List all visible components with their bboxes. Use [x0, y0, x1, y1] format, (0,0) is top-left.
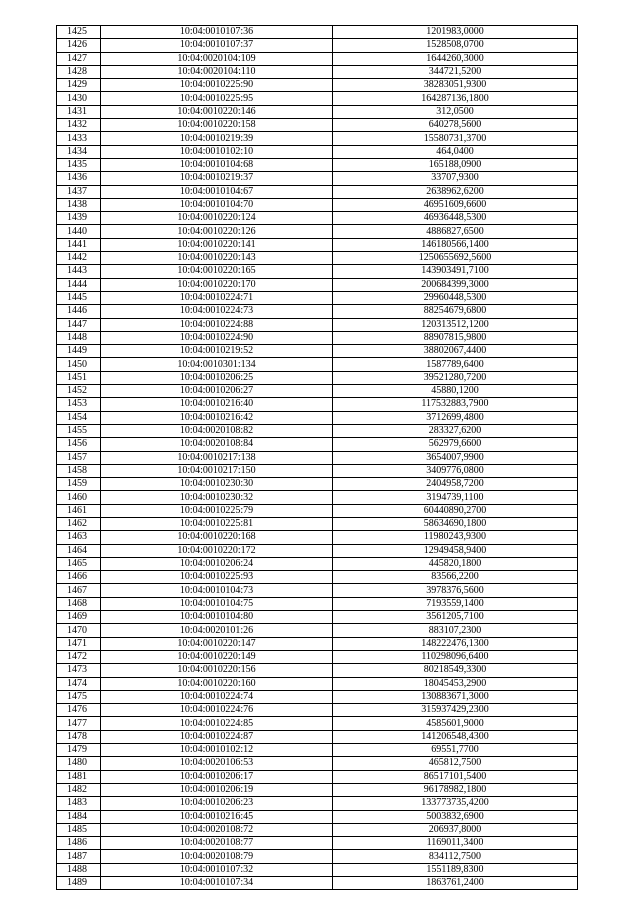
cadastral-number-cell: 10:04:0020101:26 — [101, 624, 333, 637]
row-number-cell: 1444 — [57, 278, 101, 291]
cadastral-number-cell: 10:04:0010220:124 — [101, 212, 333, 225]
row-number-cell: 1445 — [57, 291, 101, 304]
row-number-cell: 1468 — [57, 597, 101, 610]
table-row — [57, 411, 578, 424]
table-row — [57, 571, 578, 584]
table-row — [57, 823, 578, 836]
row-number-cell: 1433 — [57, 132, 101, 145]
table-row — [57, 291, 578, 304]
table-row — [57, 278, 578, 291]
table-row — [57, 504, 578, 517]
row-number-cell: 1449 — [57, 345, 101, 358]
table-row — [57, 252, 578, 265]
cadastral-number-cell: 10:04:0010102:10 — [101, 145, 333, 158]
row-number-cell: 1466 — [57, 571, 101, 584]
row-number-cell: 1456 — [57, 438, 101, 451]
table-row — [57, 385, 578, 398]
table-row — [57, 185, 578, 198]
table-row — [57, 677, 578, 690]
table-row — [57, 704, 578, 717]
table-row — [57, 39, 578, 52]
row-number-cell: 1477 — [57, 717, 101, 730]
cadastral-value-cell: 39521280,7200 — [333, 371, 578, 384]
row-number-cell: 1443 — [57, 265, 101, 278]
cadastral-value-cell: 58634690,1800 — [333, 517, 578, 530]
row-number-cell: 1446 — [57, 305, 101, 318]
cadastral-number-cell: 10:04:0010230:32 — [101, 491, 333, 504]
row-number-cell: 1438 — [57, 198, 101, 211]
cadastral-value-cell: 1587789,6400 — [333, 358, 578, 371]
table-row — [57, 757, 578, 770]
table-row — [57, 597, 578, 610]
cadastral-value-cell: 11980243,9300 — [333, 531, 578, 544]
table-row — [57, 424, 578, 437]
cadastral-value-cell: 3409776,0800 — [333, 464, 578, 477]
cadastral-number-cell: 10:04:0010206:17 — [101, 770, 333, 783]
table-row — [57, 225, 578, 238]
cadastral-number-cell: 10:04:0010224:73 — [101, 305, 333, 318]
cadastral-value-cell: 141206548,4300 — [333, 730, 578, 743]
cadastral-value-cell: 344721,5200 — [333, 65, 578, 78]
cadastral-number-cell: 10:04:0010220:146 — [101, 105, 333, 118]
cadastral-number-cell: 10:04:0010224:88 — [101, 318, 333, 331]
cadastral-number-cell: 10:04:0010224:74 — [101, 690, 333, 703]
table-row — [57, 797, 578, 810]
cadastral-value-cell: 69551,7700 — [333, 744, 578, 757]
cadastral-number-cell: 10:04:0010104:68 — [101, 158, 333, 171]
table-row — [57, 850, 578, 863]
table-row — [57, 318, 578, 331]
cadastral-number-cell: 10:04:0010220:156 — [101, 664, 333, 677]
table-row — [57, 198, 578, 211]
cadastral-value-cell: 640278,5600 — [333, 119, 578, 132]
table-row — [57, 451, 578, 464]
row-number-cell: 1437 — [57, 185, 101, 198]
cadastral-number-cell: 10:04:0020108:79 — [101, 850, 333, 863]
table-row — [57, 810, 578, 823]
cadastral-value-cell: 130883671,3000 — [333, 690, 578, 703]
cadastral-value-cell: 1528508,0700 — [333, 39, 578, 52]
row-number-cell: 1427 — [57, 52, 101, 65]
row-number-cell: 1478 — [57, 730, 101, 743]
cadastral-number-cell: 10:04:0010301:134 — [101, 358, 333, 371]
table-row — [57, 52, 578, 65]
cadastral-number-cell: 10:04:0010206:24 — [101, 557, 333, 570]
row-number-cell: 1426 — [57, 39, 101, 52]
table-row — [57, 863, 578, 876]
table-row — [57, 650, 578, 663]
row-number-cell: 1450 — [57, 358, 101, 371]
cadastral-value-cell: 206937,8000 — [333, 823, 578, 836]
row-number-cell: 1428 — [57, 65, 101, 78]
cadastral-value-cell: 86517101,5400 — [333, 770, 578, 783]
table-row — [57, 212, 578, 225]
row-number-cell: 1471 — [57, 637, 101, 650]
table-row — [57, 65, 578, 78]
table-row — [57, 79, 578, 92]
row-number-cell: 1425 — [57, 26, 101, 39]
row-number-cell: 1461 — [57, 504, 101, 517]
cadastral-value-cell: 120313512,1200 — [333, 318, 578, 331]
table-row — [57, 345, 578, 358]
row-number-cell: 1453 — [57, 398, 101, 411]
cadastral-number-cell: 10:04:0010206:25 — [101, 371, 333, 384]
document-page — [56, 25, 578, 890]
row-number-cell: 1486 — [57, 837, 101, 850]
table-row — [57, 637, 578, 650]
cadastral-number-cell: 10:04:0010220:165 — [101, 265, 333, 278]
cadastral-number-cell: 10:04:0010220:126 — [101, 225, 333, 238]
cadastral-number-cell: 10:04:0010216:42 — [101, 411, 333, 424]
cadastral-value-cell: 146180566,1400 — [333, 238, 578, 251]
cadastral-number-cell: 10:04:0010104:73 — [101, 584, 333, 597]
cadastral-value-cell: 3194739,1100 — [333, 491, 578, 504]
cadastral-value-cell: 1169011,3400 — [333, 837, 578, 850]
cadastral-number-cell: 10:04:0010219:37 — [101, 172, 333, 185]
cadastral-value-cell: 1250655692,5600 — [333, 252, 578, 265]
cadastral-number-cell: 10:04:0010230:30 — [101, 478, 333, 491]
row-number-cell: 1475 — [57, 690, 101, 703]
cadastral-value-cell: 834112,7500 — [333, 850, 578, 863]
row-number-cell: 1488 — [57, 863, 101, 876]
row-number-cell: 1440 — [57, 225, 101, 238]
table-row — [57, 664, 578, 677]
cadastral-number-cell: 10:04:0010224:90 — [101, 331, 333, 344]
cadastral-number-cell: 10:04:0010217:138 — [101, 451, 333, 464]
cadastral-number-cell: 10:04:0010206:23 — [101, 797, 333, 810]
row-number-cell: 1487 — [57, 850, 101, 863]
row-number-cell: 1458 — [57, 464, 101, 477]
cadastral-value-cell: 133773735,4200 — [333, 797, 578, 810]
row-number-cell: 1476 — [57, 704, 101, 717]
cadastral-number-cell: 10:04:0010206:19 — [101, 783, 333, 796]
row-number-cell: 1434 — [57, 145, 101, 158]
cadastral-value-cell: 165188,0900 — [333, 158, 578, 171]
table-row — [57, 145, 578, 158]
table-row — [57, 877, 578, 890]
cadastral-value-cell: 83566,2200 — [333, 571, 578, 584]
cadastral-number-cell: 10:04:0010216:40 — [101, 398, 333, 411]
table-row — [57, 544, 578, 557]
cadastral-value-cell: 4886827,6500 — [333, 225, 578, 238]
table-row — [57, 464, 578, 477]
cadastral-number-cell: 10:04:0010220:172 — [101, 544, 333, 557]
cadastral-value-cell: 4585601,9000 — [333, 717, 578, 730]
table-row — [57, 398, 578, 411]
cadastral-number-cell: 10:04:0010219:39 — [101, 132, 333, 145]
cadastral-value-cell: 5003832,6900 — [333, 810, 578, 823]
row-number-cell: 1480 — [57, 757, 101, 770]
table-row — [57, 624, 578, 637]
row-number-cell: 1483 — [57, 797, 101, 810]
cadastral-number-cell: 10:04:0010220:141 — [101, 238, 333, 251]
cadastral-number-cell: 10:04:0020104:110 — [101, 65, 333, 78]
row-number-cell: 1452 — [57, 385, 101, 398]
table-row — [57, 119, 578, 132]
row-number-cell: 1460 — [57, 491, 101, 504]
row-number-cell: 1454 — [57, 411, 101, 424]
cadastral-number-cell: 10:04:0020108:72 — [101, 823, 333, 836]
cadastral-value-cell: 2638962,6200 — [333, 185, 578, 198]
table-row — [57, 92, 578, 105]
cadastral-value-cell: 2404958,7200 — [333, 478, 578, 491]
row-number-cell: 1465 — [57, 557, 101, 570]
cadastral-value-cell: 3978376,5600 — [333, 584, 578, 597]
table-row — [57, 584, 578, 597]
row-number-cell: 1429 — [57, 79, 101, 92]
cadastral-number-cell: 10:04:0010104:80 — [101, 611, 333, 624]
table-row — [57, 744, 578, 757]
cadastral-value-cell: 38283051,9300 — [333, 79, 578, 92]
cadastral-number-cell: 10:04:0010206:27 — [101, 385, 333, 398]
row-number-cell: 1489 — [57, 877, 101, 890]
row-number-cell: 1441 — [57, 238, 101, 251]
table-row — [57, 491, 578, 504]
cadastral-number-cell: 10:04:0010224:71 — [101, 291, 333, 304]
table-row — [57, 837, 578, 850]
cadastral-value-cell: 464,0400 — [333, 145, 578, 158]
row-number-cell: 1470 — [57, 624, 101, 637]
cadastral-number-cell: 10:04:0010220:147 — [101, 637, 333, 650]
table-row — [57, 172, 578, 185]
cadastral-number-cell: 10:04:0010220:143 — [101, 252, 333, 265]
cadastral-value-cell: 200684399,3000 — [333, 278, 578, 291]
cadastral-number-cell: 10:04:0010107:32 — [101, 863, 333, 876]
cadastral-number-cell: 10:04:0010225:93 — [101, 571, 333, 584]
table-row — [57, 238, 578, 251]
cadastral-value-cell: 80218549,3300 — [333, 664, 578, 677]
table-row — [57, 132, 578, 145]
table-row — [57, 517, 578, 530]
table-row — [57, 371, 578, 384]
cadastral-value-cell: 110298096,6400 — [333, 650, 578, 663]
cadastral-number-cell: 10:04:0020108:84 — [101, 438, 333, 451]
table-row — [57, 557, 578, 570]
row-number-cell: 1436 — [57, 172, 101, 185]
cadastral-value-cell: 12949458,9400 — [333, 544, 578, 557]
table-row — [57, 730, 578, 743]
table-row — [57, 26, 578, 39]
cadastral-value-cell: 312,0500 — [333, 105, 578, 118]
cadastral-value-cell: 60440890,2700 — [333, 504, 578, 517]
cadastral-value-cell: 1551189,8300 — [333, 863, 578, 876]
row-number-cell: 1474 — [57, 677, 101, 690]
cadastral-number-cell: 10:04:0020104:109 — [101, 52, 333, 65]
row-number-cell: 1482 — [57, 783, 101, 796]
cadastral-number-cell: 10:04:0020108:77 — [101, 837, 333, 850]
cadastral-value-cell: 96178982,1800 — [333, 783, 578, 796]
cadastral-number-cell: 10:04:0010217:150 — [101, 464, 333, 477]
row-number-cell: 1464 — [57, 544, 101, 557]
row-number-cell: 1462 — [57, 517, 101, 530]
cadastral-number-cell: 10:04:0010224:76 — [101, 704, 333, 717]
row-number-cell: 1473 — [57, 664, 101, 677]
cadastral-value-cell: 3561205,7100 — [333, 611, 578, 624]
cadastral-number-cell: 10:04:0010220:168 — [101, 531, 333, 544]
table-row — [57, 783, 578, 796]
cadastral-number-cell: 10:04:0020108:82 — [101, 424, 333, 437]
cadastral-value-table — [56, 25, 578, 890]
row-number-cell: 1447 — [57, 318, 101, 331]
table-row — [57, 265, 578, 278]
table-row — [57, 770, 578, 783]
cadastral-number-cell: 10:04:0010104:70 — [101, 198, 333, 211]
cadastral-number-cell: 10:04:0010220:160 — [101, 677, 333, 690]
row-number-cell: 1484 — [57, 810, 101, 823]
table-row — [57, 717, 578, 730]
row-number-cell: 1469 — [57, 611, 101, 624]
row-number-cell: 1435 — [57, 158, 101, 171]
row-number-cell: 1457 — [57, 451, 101, 464]
cadastral-number-cell: 10:04:0010225:90 — [101, 79, 333, 92]
cadastral-number-cell: 10:04:0010219:52 — [101, 345, 333, 358]
cadastral-number-cell: 10:04:0010104:75 — [101, 597, 333, 610]
cadastral-value-cell: 45880,1200 — [333, 385, 578, 398]
row-number-cell: 1431 — [57, 105, 101, 118]
cadastral-value-cell: 38802067,4400 — [333, 345, 578, 358]
cadastral-value-cell: 283327,6200 — [333, 424, 578, 437]
cadastral-value-cell: 117532883,7900 — [333, 398, 578, 411]
row-number-cell: 1448 — [57, 331, 101, 344]
table-row — [57, 105, 578, 118]
table-body — [57, 26, 578, 890]
row-number-cell: 1451 — [57, 371, 101, 384]
row-number-cell: 1455 — [57, 424, 101, 437]
table-row — [57, 611, 578, 624]
cadastral-value-cell: 1201983,0000 — [333, 26, 578, 39]
cadastral-value-cell: 164287136,1800 — [333, 92, 578, 105]
row-number-cell: 1481 — [57, 770, 101, 783]
row-number-cell: 1467 — [57, 584, 101, 597]
cadastral-number-cell: 10:04:0010224:87 — [101, 730, 333, 743]
table-row — [57, 358, 578, 371]
cadastral-value-cell: 88907815,9800 — [333, 331, 578, 344]
cadastral-value-cell: 465812,7500 — [333, 757, 578, 770]
cadastral-number-cell: 10:04:0020106:53 — [101, 757, 333, 770]
cadastral-value-cell: 445820,1800 — [333, 557, 578, 570]
cadastral-number-cell: 10:04:0010216:45 — [101, 810, 333, 823]
cadastral-number-cell: 10:04:0010102:12 — [101, 744, 333, 757]
cadastral-value-cell: 18045453,2900 — [333, 677, 578, 690]
row-number-cell: 1479 — [57, 744, 101, 757]
row-number-cell: 1439 — [57, 212, 101, 225]
cadastral-value-cell: 33707,9300 — [333, 172, 578, 185]
cadastral-number-cell: 10:04:0010220:170 — [101, 278, 333, 291]
cadastral-value-cell: 3654007,9900 — [333, 451, 578, 464]
cadastral-number-cell: 10:04:0010220:158 — [101, 119, 333, 132]
cadastral-number-cell: 10:04:0010104:67 — [101, 185, 333, 198]
cadastral-value-cell: 315937429,2300 — [333, 704, 578, 717]
cadastral-value-cell: 46936448,5300 — [333, 212, 578, 225]
row-number-cell: 1430 — [57, 92, 101, 105]
table-row — [57, 478, 578, 491]
cadastral-number-cell: 10:04:0010107:34 — [101, 877, 333, 890]
cadastral-value-cell: 1644260,3000 — [333, 52, 578, 65]
table-row — [57, 158, 578, 171]
cadastral-value-cell: 1863761,2400 — [333, 877, 578, 890]
cadastral-value-cell: 883107,2300 — [333, 624, 578, 637]
cadastral-value-cell: 15580731,3700 — [333, 132, 578, 145]
table-row — [57, 531, 578, 544]
table-row — [57, 690, 578, 703]
table-row — [57, 305, 578, 318]
cadastral-value-cell: 3712699,4800 — [333, 411, 578, 424]
row-number-cell: 1442 — [57, 252, 101, 265]
cadastral-number-cell: 10:04:0010225:81 — [101, 517, 333, 530]
cadastral-value-cell: 562979,6600 — [333, 438, 578, 451]
row-number-cell: 1459 — [57, 478, 101, 491]
cadastral-number-cell: 10:04:0010225:95 — [101, 92, 333, 105]
cadastral-number-cell: 10:04:0010224:85 — [101, 717, 333, 730]
cadastral-value-cell: 143903491,7100 — [333, 265, 578, 278]
table-row — [57, 438, 578, 451]
cadastral-value-cell: 46951609,6600 — [333, 198, 578, 211]
cadastral-value-cell: 88254679,6800 — [333, 305, 578, 318]
row-number-cell: 1463 — [57, 531, 101, 544]
cadastral-number-cell: 10:04:0010107:36 — [101, 26, 333, 39]
cadastral-value-cell: 7193559,1400 — [333, 597, 578, 610]
table-row — [57, 331, 578, 344]
row-number-cell: 1472 — [57, 650, 101, 663]
cadastral-value-cell: 148222476,1300 — [333, 637, 578, 650]
cadastral-number-cell: 10:04:0010225:79 — [101, 504, 333, 517]
cadastral-number-cell: 10:04:0010107:37 — [101, 39, 333, 52]
row-number-cell: 1432 — [57, 119, 101, 132]
cadastral-number-cell: 10:04:0010220:149 — [101, 650, 333, 663]
row-number-cell: 1485 — [57, 823, 101, 836]
cadastral-value-cell: 29960448,5300 — [333, 291, 578, 304]
